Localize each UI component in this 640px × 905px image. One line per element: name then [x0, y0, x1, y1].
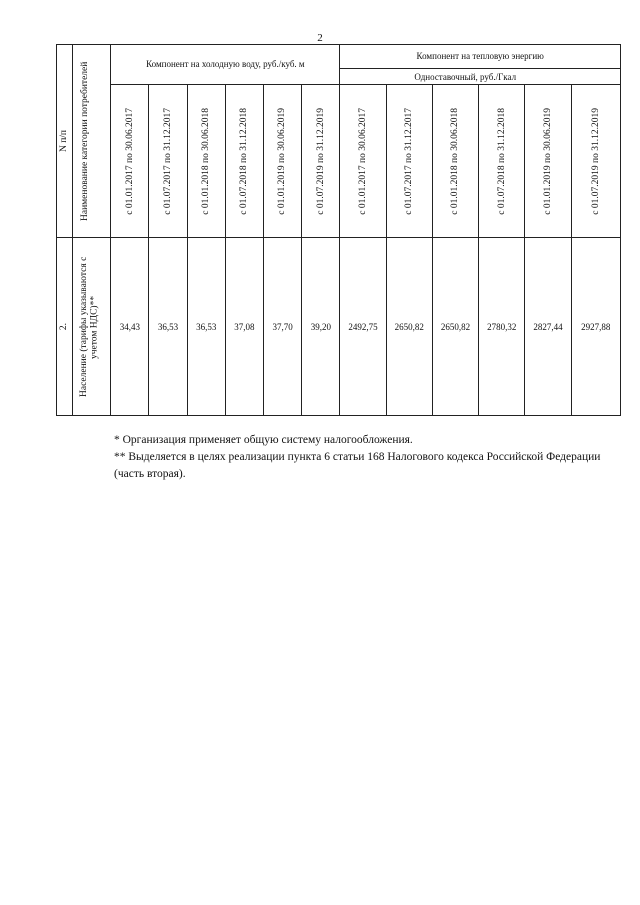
water-period-header: с 01.07.2017 по 31.12.2017 — [149, 85, 187, 238]
water-value: 36,53 — [187, 238, 225, 416]
water-period-header: с 01.01.2018 по 30.06.2018 — [187, 85, 225, 238]
footnotes — [86, 432, 626, 483]
heat-value: 2827,44 — [525, 238, 571, 416]
water-period-header: с 01.01.2019 по 30.06.2019 — [264, 85, 302, 238]
row-category-name: Население (тарифы указываются с учетом НДС)** — [73, 238, 111, 416]
row-number: 2. — [57, 238, 73, 416]
footnote-vat: ** Выделяется в целях реализации пункта 6 статьи 168 Налогового кодекса Российской Федерации (часть вторая). — [114, 451, 601, 480]
heat-value: 2780,32 — [479, 238, 525, 416]
water-value: 39,20 — [302, 238, 340, 416]
col-name-header: Наименование категории потребителей — [73, 45, 111, 238]
heat-period-header: с 01.07.2017 по 31.12.2017 — [386, 85, 432, 238]
water-period-header: с 01.07.2018 по 31.12.2018 — [225, 85, 263, 238]
water-period-header: с 01.01.2017 по 30.06.2017 — [111, 85, 149, 238]
water-period-header: с 01.07.2019 по 31.12.2019 — [302, 85, 340, 238]
heat-subheader: Одноставочный, руб./Гкал — [340, 69, 621, 85]
col-num-header: N п/п — [57, 45, 73, 238]
heat-group-header: Компонент на тепловую энергию — [340, 45, 621, 69]
heat-value: 2650,82 — [432, 238, 478, 416]
water-value: 37,70 — [264, 238, 302, 416]
water-value: 34,43 — [111, 238, 149, 416]
page-number: 2 — [317, 32, 323, 44]
heat-period-header: с 01.07.2018 по 31.12.2018 — [479, 85, 525, 238]
tariff-table — [56, 44, 621, 416]
water-value: 36,53 — [149, 238, 187, 416]
heat-period-header: с 01.07.2019 по 31.12.2019 — [571, 85, 620, 238]
heat-period-header: с 01.01.2018 по 30.06.2018 — [432, 85, 478, 238]
heat-value: 2492,75 — [340, 238, 386, 416]
footnote-tax-system: * Организация применяет общую систему налогообложения. — [114, 434, 413, 446]
heat-value: 2927,88 — [571, 238, 620, 416]
table-row — [57, 238, 621, 416]
heat-period-header: с 01.01.2017 по 30.06.2017 — [340, 85, 386, 238]
heat-value: 2650,82 — [386, 238, 432, 416]
water-group-header: Компонент на холодную воду, руб./куб. м — [111, 45, 340, 85]
water-value: 37,08 — [225, 238, 263, 416]
heat-period-header: с 01.01.2019 по 30.06.2019 — [525, 85, 571, 238]
